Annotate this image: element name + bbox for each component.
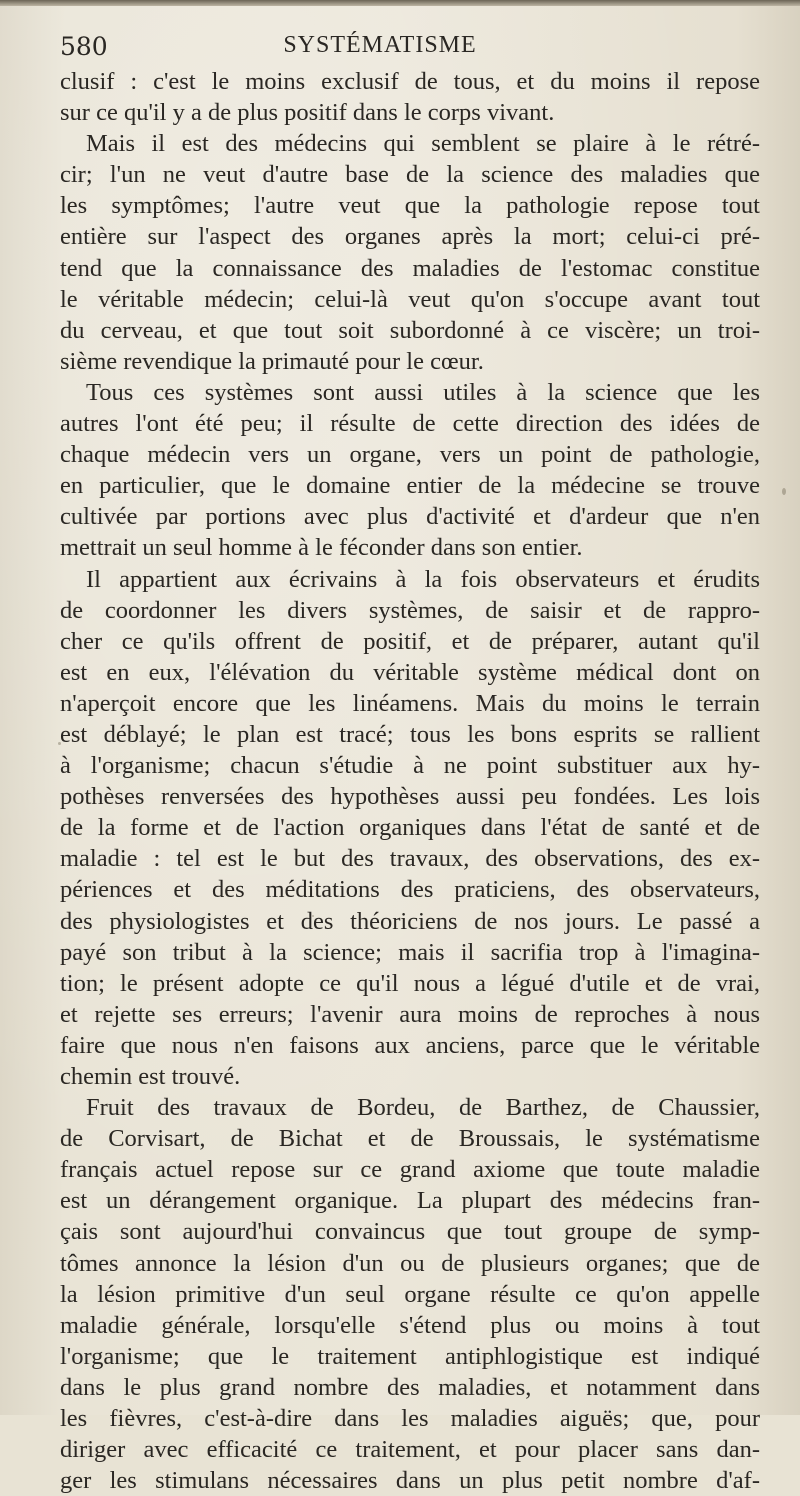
text-line: la lésion primitive d'un seul organe résulte ce qu'on appelle	[60, 1280, 760, 1308]
text-line: cultivée par portions avec plus d'activité et d'ardeur que n'en	[60, 503, 760, 531]
text-line: tend que la connaissance des maladies de l'estomac constitue	[60, 254, 760, 282]
page-header	[60, 32, 760, 66]
text-line: Mais il est des médecins qui semblent se plaire à le rétré-	[86, 130, 760, 158]
text-line: maladie : tel est le but des travaux, des observations, des ex-	[60, 845, 760, 873]
text-line: sième revendique la primauté pour le cœur.	[60, 347, 484, 375]
text-line: du cerveau, et que tout soit subordonné à ce viscère; un troi-	[60, 316, 760, 344]
text-line: est déblayé; le plan est tracé; tous les bons esprits se rallient	[60, 720, 760, 748]
text-line: le véritable médecin; celui-là veut qu'on s'occupe avant tout	[60, 285, 760, 313]
text-line: les symptômes; l'autre veut que la pathologie repose tout	[60, 192, 760, 220]
text-line: les fièvres, c'est-à-dire dans les maladies aiguës; que, pour	[60, 1405, 760, 1433]
text-line: et rejette ses erreurs; l'avenir aura moins de reproches à nous	[60, 1000, 760, 1028]
text-line: faire que nous n'en faisons aux anciens, parce que le véritable	[60, 1031, 760, 1059]
paper-speck	[58, 742, 61, 745]
text-line: diriger avec efficacité ce traitement, et pour placer sans dan-	[60, 1436, 760, 1464]
text-line: en particulier, que le domaine entier de la médecine se trouve	[60, 472, 760, 500]
text-line: des physiologistes et des théoriciens de nos jours. Le passé a	[60, 907, 760, 935]
paper-speck	[312, 915, 314, 917]
text-line: pothèses renversées des hypothèses aussi peu fondées. Les lois	[60, 783, 760, 811]
text-line: dans le plus grand nombre des maladies, et notamment dans	[60, 1373, 760, 1401]
text-line: cher ce qu'ils offrent de positif, et de préparer, autant qu'il	[60, 627, 760, 655]
text-line: çais sont aujourd'hui convaincus que tout groupe de symp-	[60, 1218, 760, 1246]
text-line: chaque médecin vers un organe, vers un point de pathologie,	[60, 441, 760, 469]
running-head: SYSTÉMATISME	[283, 32, 477, 58]
text-line: Fruit des travaux de Bordeu, de Barthez, de Chaussier,	[86, 1094, 760, 1122]
text-line: maladie générale, lorsqu'elle s'étend plus ou moins à tout	[60, 1311, 760, 1339]
text-line: tômes annonce la lésion d'un ou de plusieurs organes; que de	[60, 1249, 760, 1277]
text-line: français actuel repose sur ce grand axiome que toute maladie	[60, 1156, 760, 1184]
text-line: cir; l'un ne veut d'autre base de la science des maladies que	[60, 161, 760, 189]
page-number: 580	[60, 32, 108, 61]
text-line: est un dérangement organique. La plupart des médecins fran-	[60, 1187, 760, 1215]
page-top-edge	[0, 0, 800, 6]
text-line: mettrait un seul homme à le féconder dans son entier.	[60, 534, 583, 562]
text-line: clusif : c'est le moins exclusif de tous, et du moins il repose	[60, 68, 760, 95]
text-line: autres l'ont été peu; il résulte de cette direction des idées de	[60, 410, 760, 438]
text-line: chemin est trouvé.	[60, 1063, 241, 1090]
text-line: ger les stimulans nécessaires dans un plus petit nombre d'af-	[60, 1467, 760, 1495]
text-line: n'aperçoit encore que les linéamens. Mais du moins le terrain	[60, 689, 760, 717]
text-line: Tous ces systèmes sont aussi utiles à la science que les	[86, 378, 760, 406]
text-line: entière sur l'aspect des organes après la mort; celui-ci pré-	[60, 223, 760, 251]
text-line: est en eux, l'élévation du véritable système médical dont on	[60, 658, 760, 686]
text-line: périences et des méditations des praticiens, des observateurs,	[60, 876, 760, 904]
page-body-text	[60, 66, 760, 1496]
text-line: à l'organisme; chacun s'étudie à ne point substituer aux hy-	[60, 752, 760, 780]
text-line: payé son tribut à la science; mais il sacrifia trop à l'imagina-	[60, 938, 760, 966]
text-line: sur ce qu'il y a de plus positif dans le corps vivant.	[60, 99, 555, 127]
text-line: de Corvisart, de Bichat et de Broussais, le systématisme	[60, 1125, 760, 1153]
text-line: de la forme et de l'action organiques dans l'état de santé et de	[60, 814, 760, 842]
text-line: Il appartient aux écrivains à la fois observateurs et érudits	[86, 565, 760, 593]
text-line: de coordonner les divers systèmes, de saisir et de rappro-	[60, 596, 760, 624]
text-line: l'organisme; que le traitement antiphlogistique est indiqué	[60, 1342, 760, 1370]
text-line: tion; le présent adopte ce qu'il nous a légué d'utile et de vrai,	[60, 969, 760, 997]
paper-speck	[782, 488, 786, 495]
